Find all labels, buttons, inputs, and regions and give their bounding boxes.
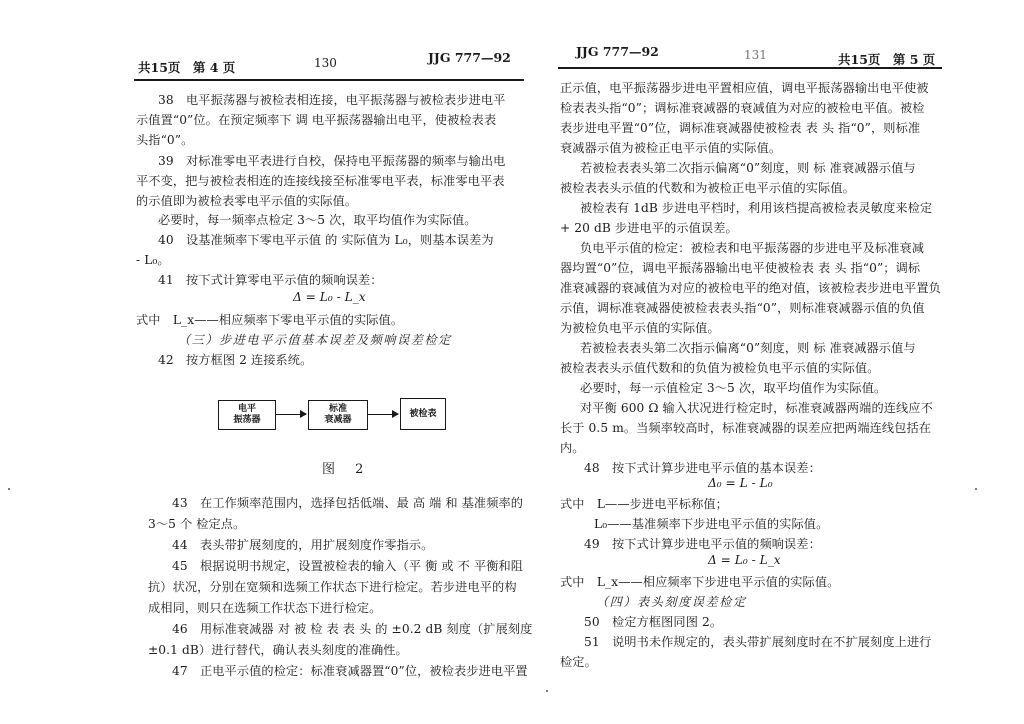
paragraph-line: 内。 (560, 441, 585, 455)
paragraph-line: 负电平示值的检定：被检表和电平振荡器的步进电平及标准衰减 (580, 241, 925, 255)
paragraph-line: 50 检定方框图同图 2。 (584, 615, 723, 629)
left-header-rule (134, 79, 524, 81)
diagram-box-label: 标准 衰减器 (324, 404, 352, 425)
paragraph-line: 表步进电平置“0”位，调标准衰减器使被检表 表 头 指“0”，则标准 (560, 121, 921, 135)
left-standard-code: JJG 777—92 (428, 50, 511, 65)
paragraph-line: 3～5 个 检定点。 (148, 517, 246, 531)
right-page-number: 131 (744, 48, 767, 62)
paragraph-line: 46 用标准衰减器 对 被 检 表 表 头 的 ±0.2 dB 刻度（扩展刻度 (172, 622, 533, 636)
paragraph-line: + 20 dB 步进电平的示值误差。 (560, 221, 738, 235)
right-standard-code: JJG 777—92 (576, 44, 659, 59)
scan-speck (546, 690, 548, 692)
paragraph-line: 47 正电平示值的检定：标准衰减器置“0”位，被检表步进电平置 (172, 664, 528, 678)
right-header-rule (558, 67, 942, 69)
paragraph-line: 42 按方框图 2 连接系统。 (158, 353, 313, 367)
paragraph-line: 准衰减器的衰减值为对应的被检电平的绝对值，该被检表步进电平置负 (560, 281, 941, 295)
paragraph-line: 44 表头带扩展刻度的，用扩展刻度作零指示。 (172, 538, 434, 552)
paragraph-line: 45 根据说明书规定，设置被检表的输入（平 衡 或 不 平衡和阻 (172, 559, 524, 573)
formula-step-level-response-error: Δ = L₀ - L_x (708, 553, 781, 567)
left-page-count: 共15页 第 4 页 (138, 60, 236, 75)
paragraph-line: 检定。 (560, 655, 597, 669)
paragraph-line: 被检表表头示值的代数和为被检正电平示值的实际值。 (560, 181, 855, 195)
paragraph-line: L₀——基准频率下步进电平示值的实际值。 (594, 517, 829, 531)
paragraph-line: 的示值即为被检表零电平示值的实际值。 (136, 194, 358, 208)
paragraph-line: 式中 L_x——相应频率下零电平示值的实际值。 (136, 313, 404, 327)
scan-speck (975, 488, 977, 490)
paragraph-line: 48 按下式计算步进电平示值的基本误差： (584, 461, 821, 475)
scan-speck (8, 488, 10, 490)
right-page (548, 0, 1024, 724)
diagram-box-standard-attenuator (308, 400, 368, 430)
paragraph-line: ±0.1 dB）进行替代，确认表头刻度的准确性。 (148, 643, 408, 657)
paragraph-line: 被检表表头示值代数和的负值为被检负电平示值的实际值。 (560, 361, 880, 375)
paragraph-line: 式中 L_x——相应频率下步进电平示值的实际值。 (560, 575, 840, 589)
paragraph-line: 式中 L——步进电平标称值； (560, 497, 728, 511)
paragraph-line: 头指“0”。 (136, 133, 194, 147)
paragraph-line: 若被检表表头第二次指示偏离“0”刻度，则 标 准衰减器示值与 (580, 341, 916, 355)
diagram-box-meter-under-test (400, 398, 446, 430)
paragraph-line: 衰减器示值为被检正电平示值的实际值。 (560, 141, 782, 155)
paragraph-line: 必要时，每一示值检定 3～5 次，取平均值作为实际值。 (580, 381, 887, 395)
left-page-number: 130 (314, 56, 337, 70)
paragraph-line: 被检表有 1dB 步进电平档时，利用该档提高被检表灵敏度来检定 (580, 201, 933, 215)
paragraph-line: 成相同，则只在选频工作状态下进行检定。 (148, 601, 382, 615)
paragraph-line: 43 在工作频率范围内，选择包括低端、最 高 端 和 基准频率的 (172, 496, 524, 510)
diagram-box-label: 被检表 (409, 408, 437, 419)
paragraph-line: 示值，调标准衰减器使被检表表头指“0”，则标准衰减器示值的负值 (560, 301, 925, 315)
diagram-arrow (276, 414, 306, 415)
section-heading: （三）步进电平示值基本误差及频响误差检定 (178, 333, 452, 347)
diagram-box-level-oscillator (218, 400, 276, 430)
paragraph-line: 38 电平振荡器与被检表相连接，电平振荡器与被检表步进电平 (158, 93, 506, 107)
paragraph-line: - L₀。 (136, 253, 170, 267)
right-page-count: 共15页 第 5 页 (838, 52, 936, 67)
paragraph-line: 必要时，每一频率点检定 3～5 次，取平均值作为实际值。 (158, 213, 477, 227)
paragraph-line: 40 设基准频率下零电平示值 的 实际值为 L₀，则基本误差为 (158, 233, 494, 247)
diagram-box-label: 电平 振荡器 (233, 404, 261, 425)
paragraph-line: 器均置“0”位，调电平振荡器输出电平使被检表 表 头 指“0”；调标 (560, 261, 921, 275)
formula-zero-level-response-error: Δ = L₀ - L_x (293, 290, 366, 304)
paragraph-line: 41 按下式计算零电平示值的频响误差： (158, 273, 383, 287)
paragraph-line: 示值置“0”位。在预定频率下 调 电平振荡器输出电平，使被检表表 (136, 113, 497, 127)
formula-step-level-basic-error: Δ₀ = L - L₀ (708, 476, 773, 490)
paragraph-line: 若被检表表头第二次指示偏离“0”刻度，则 标 准衰减器示值与 (580, 161, 916, 175)
paragraph-line: 抗）状况，分别在宽频和选频工作状态下进行检定。若步进电平的构 (148, 580, 517, 594)
figure-caption: 图 2 (322, 462, 372, 477)
paragraph-line: 对平衡 600 Ω 输入状况进行检定时，标准衰减器两端的连线应不 (580, 401, 933, 415)
paragraph-line: 39 对标准零电平表进行自校，保持电平振荡器的频率与输出电 (158, 154, 506, 168)
paragraph-line: 49 按下式计算步进电平示值的频响误差： (584, 537, 821, 551)
diagram-arrow (368, 414, 398, 415)
paragraph-line: 正示值，电平振荡器步进电平置相应值，调电平振荡器输出电平使被 (560, 81, 929, 95)
paragraph-line: 检表表头指“0”；调标准衰减器的衰减值为对应的被检电平值。被检 (560, 101, 925, 115)
paragraph-line: 51 说明书未作规定的，表头带扩展刻度时在不扩展刻度上进行 (584, 635, 932, 649)
section-heading: （四）表头刻度误差检定 (596, 595, 747, 609)
paragraph-line: 为被检负电平示值的实际值。 (560, 321, 720, 335)
paragraph-line: 长于 0.5 m。当频率较高时，标准衰减器的误差应把两端连线包括在 (560, 421, 932, 435)
paragraph-line: 平不变，把与被检表相连的连接线接至标准零电平表，标准零电平表 (136, 174, 505, 188)
